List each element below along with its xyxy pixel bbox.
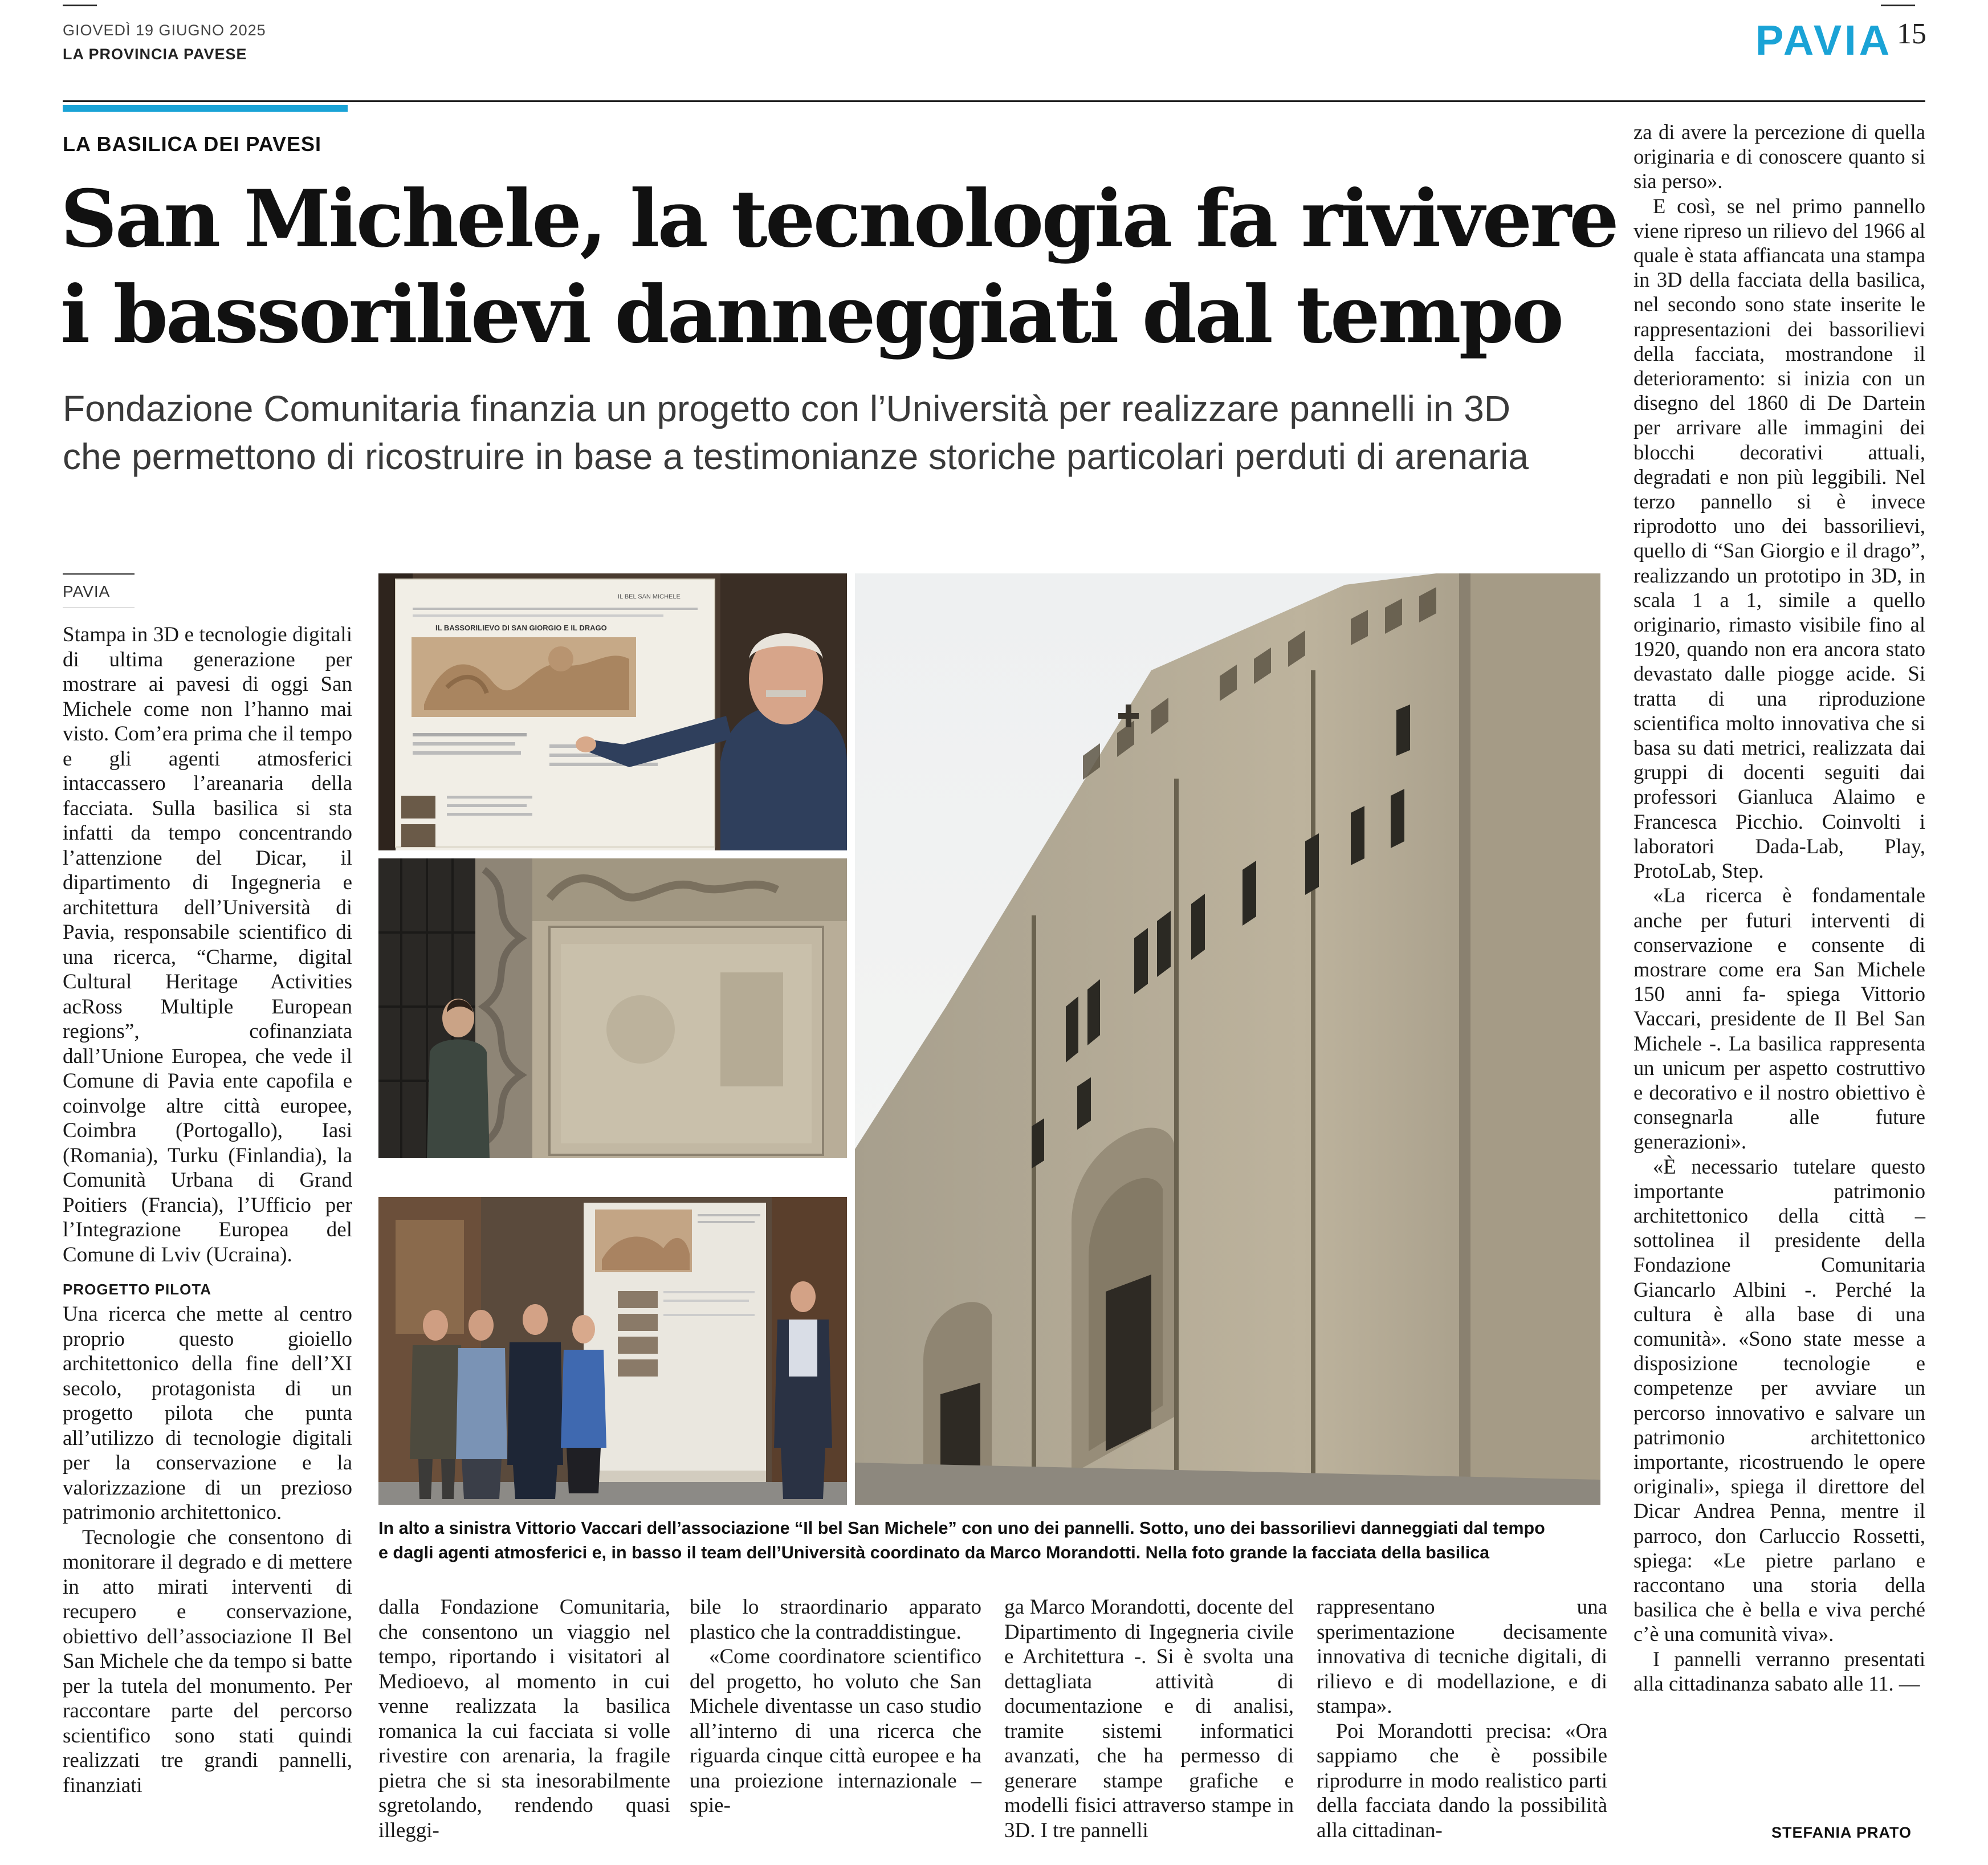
article-kicker: LA BASILICA DEI PAVESI xyxy=(63,132,322,156)
article-column-3 xyxy=(690,1595,981,1818)
column-1-paragraph-3: Tecnologie che consentono di monitorare il degrado e di mettere in atto mirati interventi di recupero e conservazione, obiettivo dell’associazione Il Bel San Michele che da tempo si batte per la tutela del monumento. Per raccontare parte del percorso scientifico sono stati quindi realizzati tre grandi pannelli, finanziati xyxy=(63,1525,352,1797)
photo-vaccari-with-panel xyxy=(378,573,847,850)
byline: STEFANIA PRATO xyxy=(1771,1824,1912,1841)
column-4-paragraph-1: ga Marco Morandotti, docente del Dipartimento di Ingegneria civile e Architettura -. Si è svolta una dettagliata attività di documentazione e di analisi, tramite sistemi informatici avanzati, che ha permesso di generare stampe grafiche e modelli fisici attraverso stampe in 3D. I tre pannelli xyxy=(1004,1595,1294,1842)
column-6-paragraph-4: «È necessario tutelare questo importante patrimonio architettonico della città – sottolinea il presidente della Fondazione Comunitaria Giancarlo Albini -. Perché la cultura è alla base di una comunità». «Sono state messe a disposizione tecnologie e competenze per avviare un percorso innovativo e salvare un patrimonio architettonico importante, ricostruendo le opere originali», spiega il direttore del Dicar Andrea Penna, mentre il parroco, don Carluccio Rossetti, spiega: «Le pietre parlano e raccontano una storia della basilica che è bella e viva perché c’è una comunità viva». xyxy=(1633,1154,1925,1646)
dateline-rule xyxy=(63,573,135,575)
article-column-2 xyxy=(378,1595,670,1843)
page-number: 15 xyxy=(1897,18,1926,50)
article-column-1 xyxy=(63,622,352,1798)
section-subtitle: PROGETTO PILOTA xyxy=(63,1281,212,1298)
photo-basilica-facade xyxy=(855,573,1600,1505)
column-5-paragraph-1: rappresentano una sperimentazione decisamente innovativa di tecniche digitali, di rilievo e di modellazione, e di stampa». xyxy=(1317,1595,1607,1718)
section-label: PAVIA xyxy=(1755,17,1893,64)
column-3-paragraph-1: bile lo straordinario apparato plastico che la contraddistingue. xyxy=(690,1595,981,1644)
photo-caption-line-1: In alto a sinistra Vittorio Vaccari dell’associazione “Il bel San Michele” con uno dei pannelli. Sotto, uno dei bassorilievi danneggiati dal tempo xyxy=(378,1518,1545,1538)
article-column-6 xyxy=(1633,120,1925,1696)
panel-logo-text: IL BEL SAN MICHELE xyxy=(618,593,681,600)
subhead-line-1: Fondazione Comunitaria finanzia un progetto con l’Università per realizzare pannelli in 3D xyxy=(63,388,1511,429)
column-6-paragraph-3: «La ricerca è fondamentale anche per futuri interventi di conservazione e consente di mostrare come era San Michele 150 anni fa- spiega Vittorio Vaccari, presidente de Il Bel San Michele -. La basilica rappresenta un unicum per aspetto costruttivo e decorativo e il nostro obiettivo è consegnarla alle future generazioni». xyxy=(1633,883,1925,1154)
headline-line-1: San Michele, la tecnologia fa rivivere xyxy=(60,172,1617,265)
column-6-paragraph-5: I pannelli verranno presentati alla cittadinanza sabato alle 11. — xyxy=(1633,1647,1925,1695)
column-1-paragraph-2: Una ricerca che mette al centro proprio questo gioiello architettonico della fine dell’XI secolo, protagonista di un progetto pilota che punta all’utilizzo di tecnologie digitali per la conservazione e la valorizzazione di un prezioso patrimonio architettonico. xyxy=(63,1302,352,1524)
headline-line-2: i bassorilievi danneggiati dal tempo xyxy=(60,268,1562,361)
column-6-paragraph-2: E così, se nel primo pannello viene ripreso un rilievo del 1966 al quale è stata affiancata una stampa in 3D della facciata della basilica, nel secondo sono state inserite le rappresentazioni dei bassorilievi della facciata, mostrandone il deterioramento: si inizia con un disegno del 1860 di De Dartein per arrivare alle immagini dei blocchi decorativi attuali, degradati e non più leggibili. Nel terzo pannello si è invece riprodotto uno dei bassorilievi, quello di “San Giorgio e il drago”, realizzando un prototipo in 3D, in scala 1 a 1, simile a quello originario, rimasto visibile fino al 1920, quando non era ancora stato devastato dalle piogge acide. Si tratta di una riproduzione scientifica molto innovativa che si basa su dati metrici, realizzata dai gruppi di docenti seguiti dai professori Gianluca Alaimo e Francesca Picchio. Coinvolti i laboratori Dada-Lab, Play, ProtoLab, Step. xyxy=(1633,194,1925,883)
photo-damaged-bas-relief xyxy=(378,858,847,1158)
panel-title-text: IL BASSORILIEVO DI SAN GIORGIO E IL DRAGO xyxy=(435,624,607,632)
column-6-paragraph-1: za di avere la percezione di quella originaria e di conoscere quanto si sia perso». xyxy=(1633,120,1925,193)
column-5-paragraph-2: Poi Morandotti precisa: «Ora sappiamo che è possibile riprodurre in modo realistico parti della facciata dando la possibilità alla cittadinan- xyxy=(1317,1719,1607,1842)
header-newspaper-name: LA PROVINCIA PAVESE xyxy=(63,46,247,63)
photo-university-team xyxy=(378,1197,847,1505)
column-1-paragraph-1: Stampa in 3D e tecnologie digitali di ultima generazione per mostrare ai pavesi di oggi San Michele come non l’hanno mai visto. Com’era prima che il tempo e gli agenti atmosferici intaccassero l’areanaria della facciata. Sulla basilica si sta infatti da tempo concentrando l’attenzione del Dicar, il dipartimento di Ingegneria e architettura dell’Università di Pavia, responsabile scientifico di una ricerca, “Charme, digital Cultural Heritage Activities acRoss Multiple European regions”, cofinanziata dall’Unione Europea, che vede il Comune di Pavia ente capofila e coinvolge altre città europee, Coimbra (Portogallo), Iasi (Romania), Turku (Finlandia), la Comunità Urbana di Grand Poitiers (Francia), l’Ufficio per l’Integrazione Europea del Comune di Lviv (Ucraina). xyxy=(63,623,352,1267)
column-2-paragraph-1: dalla Fondazione Comunitaria, che consentono un viaggio nel tempo, riportando i visitatori al Medioevo, al momento in cui venne realizzata la basilica romanica la cui facciata si volle rivestire con arenaria, la fragile pietra che si sta inesorabilmente sgretolando, rendendo quasi illeggi- xyxy=(378,1595,670,1842)
header-top-rule-right xyxy=(1881,5,1915,6)
column-3-paragraph-2: «Come coordinatore scientifico del progetto, ho voluto che San Michele diventasse un caso studio all’interno di una ricerca che riguarda cinque città europee e ha una proiezione internazionale – spie- xyxy=(690,1645,981,1817)
dateline: PAVIA xyxy=(63,583,111,600)
kicker-accent-bar xyxy=(63,105,348,112)
header-date: GIOVEDÌ 19 GIUGNO 2025 xyxy=(63,22,266,39)
article-column-4 xyxy=(1004,1595,1294,1843)
header-top-rule-left xyxy=(63,5,97,6)
article-column-5 xyxy=(1317,1595,1607,1843)
photo-caption-line-2: e dagli agenti atmosferici e, in basso il team dell’Università coordinato da Marco Morandotti. Nella foto grande la facciata della basilica xyxy=(378,1543,1490,1562)
subhead-line-2: che permettono di ricostruire in base a testimonianze storiche particolari perduti di arenaria xyxy=(63,436,1529,477)
header-bottom-rule xyxy=(63,100,1925,102)
